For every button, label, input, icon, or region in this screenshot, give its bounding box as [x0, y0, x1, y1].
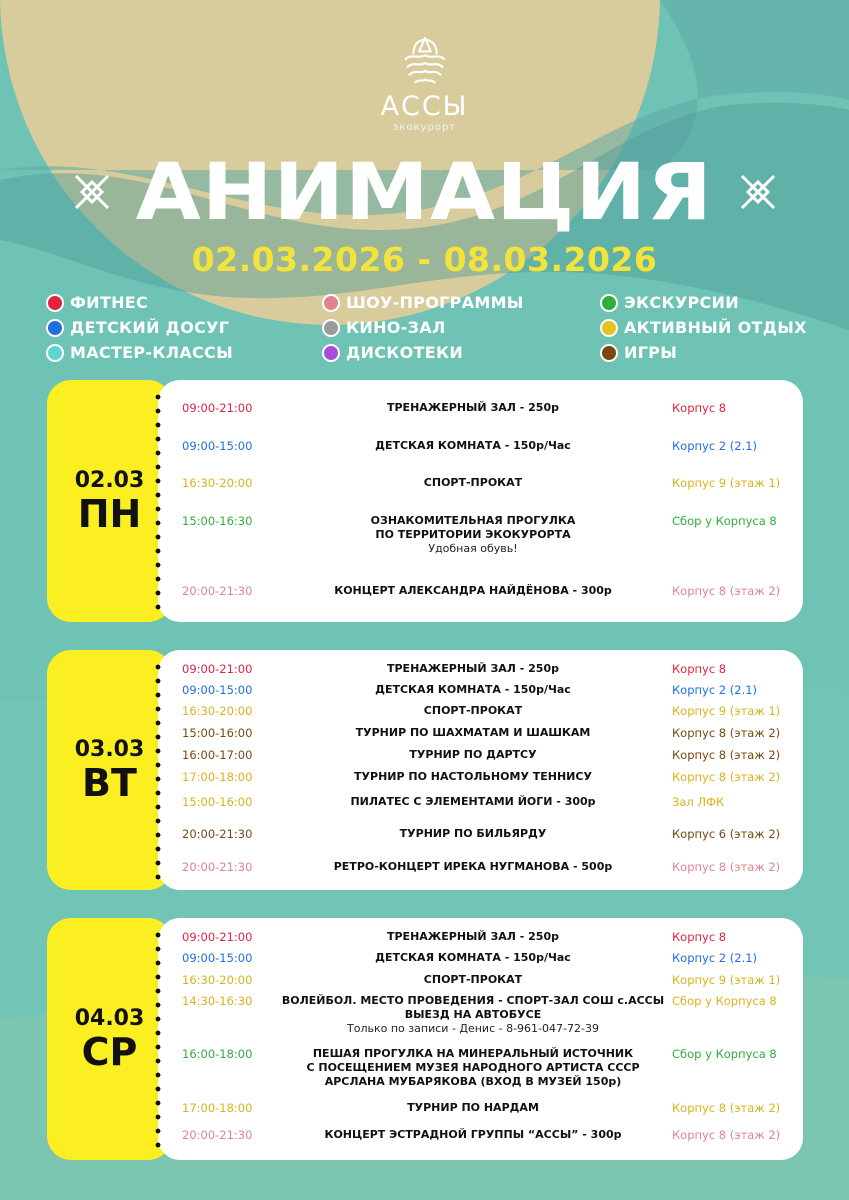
legend-item — [600, 315, 807, 340]
perforation-divider — [155, 660, 161, 882]
event-time: 15:00-16:00 — [182, 795, 253, 809]
event-title-line: ТУРНИР ПО ДАРТСУ — [409, 748, 537, 761]
legend-item — [600, 340, 807, 365]
event-title-line: ТРЕНАЖЕРНЫЙ ЗАЛ - 250р — [386, 401, 559, 414]
event-title-line: КОНЦЕРТ АЛЕКСАНДРА НАЙДЁНОВА - 300р — [334, 584, 612, 597]
event-title-line: С ПОСЕЩЕНИЕМ МУЗЕЯ НАРОДНОГО АРТИСТА СССР — [306, 1061, 640, 1074]
event-time: 20:00-21:30 — [182, 827, 253, 841]
event-title-line: ПЕШАЯ ПРОГУЛКА НА МИНЕРАЛЬНЫЙ ИСТОЧНИК — [312, 1047, 634, 1060]
legend-dot-icon — [600, 319, 618, 337]
legend-label: ШОУ-ПРОГРАММЫ — [346, 293, 524, 312]
event-title-line: ТУРНИР ПО БИЛЬЯРДУ — [399, 827, 547, 840]
event-title-line: ВЫЕЗД НА АВТОБУСЕ — [404, 1008, 542, 1021]
event-title — [268, 994, 678, 1036]
legend-label: АКТИВНЫЙ ОТДЫХ — [624, 318, 807, 337]
event-time: 16:30-20:00 — [182, 476, 253, 490]
legend-dot-icon — [46, 319, 64, 337]
event-location: Сбор у Корпуса 8 — [672, 514, 777, 528]
event-title — [268, 683, 678, 697]
event-time: 14:30-16:30 — [182, 994, 253, 1008]
event-location: Корпус 8 (этаж 2) — [672, 748, 781, 762]
legend-dot-icon — [322, 294, 340, 312]
event-title — [268, 704, 678, 718]
event-time: 09:00-15:00 — [182, 439, 253, 453]
event-title-line: ТРЕНАЖЕРНЫЙ ЗАЛ - 250р — [386, 930, 559, 943]
event-time: 09:00-21:00 — [182, 930, 253, 944]
event-title — [268, 1047, 678, 1089]
event-location: Корпус 8 (этаж 2) — [672, 860, 781, 874]
event-title-line: СПОРТ-ПРОКАТ — [423, 973, 523, 986]
event-time: 16:30-20:00 — [182, 704, 253, 718]
event-title — [268, 439, 678, 453]
day-weekday: ПН — [77, 492, 142, 536]
event-location: Сбор у Корпуса 8 — [672, 994, 777, 1008]
day-tab — [47, 380, 172, 622]
legend-item — [322, 340, 524, 365]
event-title — [268, 1128, 678, 1142]
date-range: 02.03.2026 - 08.03.2026 — [191, 240, 658, 279]
perforation-divider — [155, 390, 161, 615]
event-time: 15:00-16:00 — [182, 726, 253, 740]
brand-subtitle: экокурорт — [392, 122, 457, 133]
event-title — [268, 1101, 678, 1115]
day-tab — [47, 650, 172, 890]
event-title — [268, 514, 678, 556]
legend-dot-icon — [46, 294, 64, 312]
legend-label: ФИТНЕС — [70, 293, 149, 312]
event-title-line: КОНЦЕРТ ЭСТРАДНОЙ ГРУППЫ “АССЫ” - 300р — [324, 1128, 622, 1141]
day-schedule-card — [158, 380, 803, 622]
logo-mark-icon — [396, 34, 454, 92]
event-title — [268, 726, 678, 740]
event-title-line: ТУРНИР ПО ШАХМАТАМ И ШАШКАМ — [355, 726, 591, 739]
event-location: Корпус 8 (этаж 2) — [672, 584, 781, 598]
event-title — [268, 795, 678, 809]
event-title-line: ПО ТЕРРИТОРИИ ЭКОКУРОРТА — [375, 528, 571, 541]
event-time: 20:00-21:30 — [182, 1128, 253, 1142]
event-location: Корпус 6 (этаж 2) — [672, 827, 781, 841]
event-time: 09:00-15:00 — [182, 951, 253, 965]
event-title-line: ДЕТСКАЯ КОМНАТА - 150р/Час — [375, 683, 571, 696]
legend-item — [322, 315, 524, 340]
event-title — [268, 584, 678, 598]
day-schedule-card — [158, 918, 803, 1160]
event-location: Корпус 2 (2.1) — [672, 951, 758, 965]
legend-column — [322, 290, 524, 365]
legend-label: ИГРЫ — [624, 343, 678, 362]
event-time: 17:00-18:00 — [182, 1101, 253, 1115]
legend-dot-icon — [600, 294, 618, 312]
event-location: Корпус 2 (2.1) — [672, 439, 758, 453]
event-time: 16:00-18:00 — [182, 1047, 253, 1061]
day-schedule-card — [158, 650, 803, 890]
page-title: АНИМАЦИЯ — [135, 148, 714, 238]
event-title-line: ДЕТСКАЯ КОМНАТА - 150р/Час — [375, 951, 571, 964]
event-time: 20:00-21:30 — [182, 860, 253, 874]
perforation-divider — [155, 928, 161, 1153]
event-title-line: ПИЛАТЕС С ЭЛЕМЕНТАМИ ЙОГИ - 300р — [350, 795, 596, 808]
event-time: 09:00-21:00 — [182, 662, 253, 676]
event-title-line: ВОЛЕЙБОЛ. МЕСТО ПРОВЕДЕНИЯ - СПОРТ-ЗАЛ СОШ с.АССЫ — [281, 994, 665, 1007]
event-location: Корпус 8 — [672, 401, 727, 415]
event-location: Корпус 8 (этаж 2) — [672, 770, 781, 784]
event-time: 20:00-21:30 — [182, 584, 253, 598]
event-title-line: ДЕТСКАЯ КОМНАТА - 150р/Час — [375, 439, 571, 452]
legend-dot-icon — [600, 344, 618, 362]
event-title — [268, 770, 678, 784]
legend-column — [600, 290, 807, 365]
event-location: Корпус 9 (этаж 1) — [672, 704, 781, 718]
event-title — [268, 860, 678, 874]
day-date: 02.03 — [74, 468, 145, 493]
event-time: 09:00-21:00 — [182, 401, 253, 415]
event-title-line: РЕТРО-КОНЦЕРТ ИРЕКА НУГМАНОВА - 500р — [333, 860, 613, 873]
event-location: Корпус 9 (этаж 1) — [672, 476, 781, 490]
title-row — [0, 148, 849, 238]
brand-logo — [0, 34, 849, 134]
day-tab — [47, 918, 172, 1160]
event-note: Только по записи - Денис - 8-961-047-72-39 — [347, 1022, 599, 1035]
legend-item — [46, 290, 233, 315]
event-title — [268, 748, 678, 762]
event-time: 09:00-15:00 — [182, 683, 253, 697]
event-location: Корпус 8 — [672, 662, 727, 676]
legend-dot-icon — [322, 319, 340, 337]
day-date: 03.03 — [74, 737, 145, 762]
event-title — [268, 930, 678, 944]
event-location: Корпус 8 (этаж 2) — [672, 1128, 781, 1142]
day-date: 04.03 — [74, 1006, 145, 1031]
event-title — [268, 827, 678, 841]
event-title-line: ТРЕНАЖЕРНЫЙ ЗАЛ - 250р — [386, 662, 559, 675]
event-location: Корпус 9 (этаж 1) — [672, 973, 781, 987]
event-title — [268, 476, 678, 490]
legend-column — [46, 290, 233, 365]
event-title-line: ТУРНИР ПО НАСТОЛЬНОМУ ТЕННИСУ — [354, 770, 592, 783]
event-note: Удобная обувь! — [428, 542, 518, 555]
day-weekday: ВТ — [82, 761, 137, 805]
event-title — [268, 951, 678, 965]
legend-label: ЭКСКУРСИИ — [624, 293, 739, 312]
legend-dot-icon — [46, 344, 64, 362]
event-location: Корпус 8 (этаж 2) — [672, 726, 781, 740]
event-location: Зал ЛФК — [672, 795, 725, 809]
legend-item — [600, 290, 807, 315]
event-time: 15:00-16:30 — [182, 514, 253, 528]
event-location: Корпус 8 (этаж 2) — [672, 1101, 781, 1115]
event-location: Корпус 2 (2.1) — [672, 683, 758, 697]
event-title — [268, 662, 678, 676]
event-title-line: СПОРТ-ПРОКАТ — [423, 476, 523, 489]
event-title-line: ОЗНАКОМИТЕЛЬНАЯ ПРОГУЛКА — [370, 514, 576, 527]
legend-dot-icon — [322, 344, 340, 362]
legend-item — [46, 315, 233, 340]
legend-label: ДИСКОТЕКИ — [346, 343, 464, 362]
legend-item — [322, 290, 524, 315]
event-location: Корпус 8 — [672, 930, 727, 944]
event-title — [268, 401, 678, 415]
legend-label: КИНО-ЗАЛ — [346, 318, 446, 337]
event-time: 16:30-20:00 — [182, 973, 253, 987]
event-time: 16:00-17:00 — [182, 748, 253, 762]
legend-item — [46, 340, 233, 365]
legend-label: ДЕТСКИЙ ДОСУГ — [70, 318, 230, 337]
event-time: 17:00-18:00 — [182, 770, 253, 784]
event-title-line: ТУРНИР ПО НАРДАМ — [407, 1101, 539, 1114]
event-location: Сбор у Корпуса 8 — [672, 1047, 777, 1061]
event-title — [268, 973, 678, 987]
event-title-line: СПОРТ-ПРОКАТ — [423, 704, 523, 717]
event-title-line: АРСЛАНА МУБАРЯКОВА (ВХОД В МУЗЕЙ 150р) — [324, 1075, 622, 1088]
legend-label: МАСТЕР-КЛАССЫ — [70, 343, 233, 362]
brand-name: АССЫ — [380, 91, 469, 122]
day-weekday: СР — [81, 1030, 138, 1074]
